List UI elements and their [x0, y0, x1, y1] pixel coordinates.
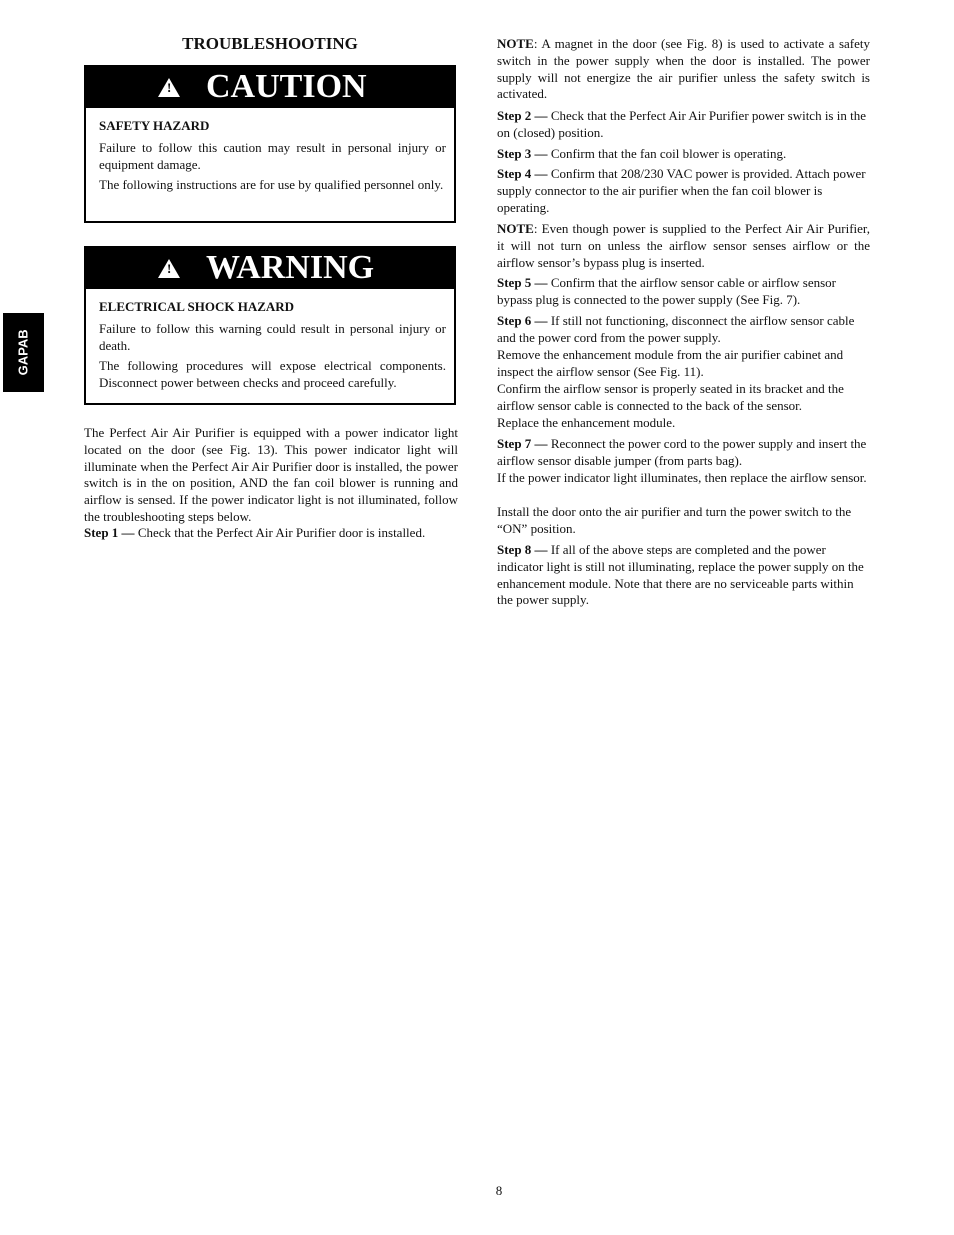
- step-6: [497, 313, 870, 347]
- step-6-detail: Remove the enhancement module from the air purifier cabinet and inspect the airflow sensor (See Fig. 11).: [497, 347, 844, 379]
- note-1: [497, 36, 870, 103]
- step-text: Confirm that the airflow sensor cable or airflow sensor bypass plug is connected to the power supply (See Fig. 7).: [497, 275, 837, 307]
- caution-box: [84, 65, 456, 223]
- step-7-detail: If the power indicator light illuminates, then replace the airflow sensor.: [497, 470, 867, 485]
- step-4: [497, 166, 870, 216]
- step-text: If all of the above steps are completed and the power indicator light is still not illuminating, replace the power supply on the enhancement module. Note that there are no serviceable parts within the power supply.: [497, 542, 864, 608]
- caution-hazard: SAFETY HAZARD: [99, 118, 210, 133]
- step-lead: Step 4 —: [497, 166, 548, 181]
- caution-header: [86, 67, 454, 108]
- section-title: TROUBLESHOOTING: [182, 34, 358, 53]
- warning-text: Failure to follow this warning could result in personal injury or death.: [99, 320, 446, 353]
- step-7: [497, 436, 870, 470]
- step-lead: Step 6 —: [497, 313, 548, 328]
- caution-text: The following instructions are for use by qualified personnel only.: [99, 177, 444, 193]
- warning-box: [84, 246, 456, 405]
- note-text: : Even though power is supplied to the Perfect Air Air Purifier, it will not turn on unless the airflow sensor senses airflow or the airflow sensor’s bypass plug is inserted.: [497, 221, 870, 270]
- note-2: [497, 221, 870, 271]
- step-lead: Step 1 —: [84, 525, 135, 540]
- step-lead: Step 5 —: [497, 275, 548, 290]
- step-3: [497, 146, 870, 163]
- caution-text: Failure to follow this caution may result in personal injury or equipment damage.: [99, 139, 446, 172]
- step-text: Confirm that 208/230 VAC power is provided. Attach power supply connector to the air purifier when the fan coil blower is operating.: [497, 166, 866, 215]
- warning-header: [86, 248, 454, 289]
- note-lead: NOTE: [497, 36, 534, 51]
- warning-triangle-icon: !: [158, 78, 180, 97]
- note-lead: NOTE: [497, 221, 534, 236]
- step-lead: Step 3 —: [497, 146, 548, 161]
- warning-hazard: ELECTRICAL SHOCK HAZARD: [99, 299, 295, 314]
- step-lead: Step 2 —: [497, 108, 548, 123]
- step-text: Reconnect the power cord to the power supply and insert the airflow sensor disable jumper (from parts bag).: [497, 436, 867, 468]
- step-text: If still not functioning, disconnect the airflow sensor cable and the power cord from the power supply.: [497, 313, 855, 345]
- caution-label: CAUTION: [206, 68, 367, 106]
- step-text: Check that the Perfect Air Air Purifier door is installed.: [134, 525, 426, 540]
- side-tab: [3, 313, 44, 392]
- step-6-detail: Replace the enhancement module.: [497, 415, 676, 430]
- step-6-detail: Confirm the airflow sensor is properly seated in its bracket and the airflow sensor cable is connected to the back of the sensor.: [497, 381, 844, 413]
- step-lead: Step 7 —: [497, 436, 548, 451]
- step-2: [497, 108, 870, 142]
- step-1: [84, 525, 458, 542]
- step-text: Check that the Perfect Air Air Purifier power switch is in the on (closed) position.: [497, 108, 866, 140]
- warning-triangle-icon: !: [158, 259, 180, 278]
- page-number: 8: [495, 1183, 503, 1198]
- side-tab-label: GAPAB: [15, 329, 31, 376]
- step-8: [497, 542, 870, 609]
- intro-paragraph: The Perfect Air Air Purifier is equipped with a power indicator light located on the door (see Fig. 13). This power indicator light will illuminate when the Perfect Air Air Purifier door is installed, the power switch is in the on position, AND the fan coil blower is running and airflow is sensed. If the power indicator light is not illuminated, follow the troubleshooting steps below.: [84, 425, 458, 524]
- step-text: Confirm that the fan coil blower is operating.: [547, 146, 787, 161]
- note-text: : A magnet in the door (see Fig. 8) is used to activate a safety switch in the power supply when the door is installed. The power supply will not energize the air purifier unless the safety switch is activated.: [497, 36, 870, 102]
- step-5: [497, 275, 870, 309]
- step-lead: Step 8 —: [497, 542, 548, 557]
- warning-label: WARNING: [206, 249, 375, 287]
- step-7-detail: Install the door onto the air purifier and turn the power switch to the “ON” position.: [497, 504, 852, 536]
- warning-text: The following procedures will expose electrical components. Disconnect power between checks and proceed carefully.: [99, 358, 446, 391]
